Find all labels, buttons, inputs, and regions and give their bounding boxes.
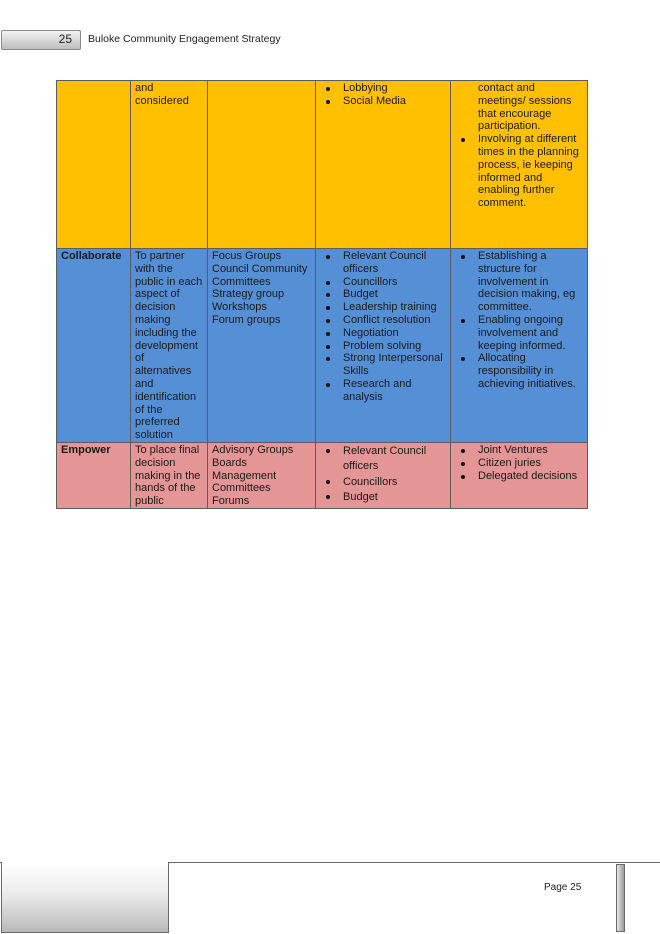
technique-item: Council Community Committees [212, 262, 308, 288]
list-item: Conflict resolution [320, 314, 446, 327]
outcomes-cell [451, 442, 588, 508]
technique-item: Workshops [212, 301, 267, 314]
footer-gradient-box [1, 862, 169, 933]
goal-cell: To partner with the public in each aspect of decision making including the development of alternatives and identification of the preferred solution [131, 249, 208, 443]
level-cell: Collaborate [57, 249, 131, 443]
list-item: Establishing a structure for involvement in decision making, eg committee. [455, 250, 583, 314]
list-item: Leadership training [320, 301, 446, 314]
goal-cell: To place final decision making in the hands of the public [131, 442, 208, 508]
list-item: Citizen juries [455, 457, 583, 470]
techniques-cell [208, 249, 316, 443]
footer-accent-bar [616, 864, 625, 932]
technique-item: Boards [212, 456, 247, 469]
skills-cell [316, 249, 451, 443]
document-title: Buloke Community Engagement Strategy [88, 33, 281, 45]
table-row [57, 442, 588, 508]
list-item: Budget [320, 490, 446, 506]
level-cell: Empower [57, 442, 131, 508]
list-item: Allocating responsibility in achieving initiatives. [455, 352, 583, 390]
technique-item: Advisory Groups [212, 443, 294, 456]
engagement-table [56, 80, 588, 509]
list-item: Research and analysis [320, 378, 446, 404]
technique-item: Focus Groups [212, 250, 282, 262]
list-item: Joint Ventures [455, 444, 583, 457]
list-item: Social Media [320, 95, 446, 108]
list-item: Lobbying [320, 82, 446, 95]
list-item: Enabling ongoing involvement and keeping informed. [455, 314, 583, 352]
list-item: Problem solving [320, 340, 446, 353]
list-item: Negotiation [320, 327, 446, 340]
table-row [57, 249, 588, 443]
footer-page-number: Page 25 [544, 882, 582, 893]
header-page-number: 25 [58, 32, 72, 46]
outcomes-cell [451, 81, 588, 249]
list-item: Involving at different times in the planning process, ie keeping informed and enabling further comment. [455, 133, 583, 210]
techniques-cell [208, 442, 316, 508]
techniques-cell [208, 81, 316, 249]
list-item: Relevant Council officers [320, 250, 446, 276]
list-item: Budget [320, 288, 446, 301]
list-item: Strong Interpersonal Skills [320, 352, 446, 378]
skills-cell [316, 442, 451, 508]
technique-item: Management Committees [212, 469, 277, 495]
table-row [57, 81, 588, 249]
outcomes-cell [451, 249, 588, 443]
list-item: Delegated decisions [455, 470, 583, 483]
header-page-tab [1, 30, 81, 50]
technique-item: Forum groups [212, 313, 281, 326]
outcome-continuation: contact and meetings/ sessions that encourage participation. [478, 82, 572, 133]
list-item: Relevant Council officers [320, 444, 446, 475]
goal-cell: and considered [131, 81, 208, 249]
level-cell [57, 81, 131, 249]
technique-item: Strategy group [212, 288, 285, 301]
skills-cell [316, 81, 451, 249]
technique-item: Forums [212, 495, 250, 508]
list-item: Councillors [320, 276, 446, 289]
list-item: Councillors [320, 475, 446, 491]
